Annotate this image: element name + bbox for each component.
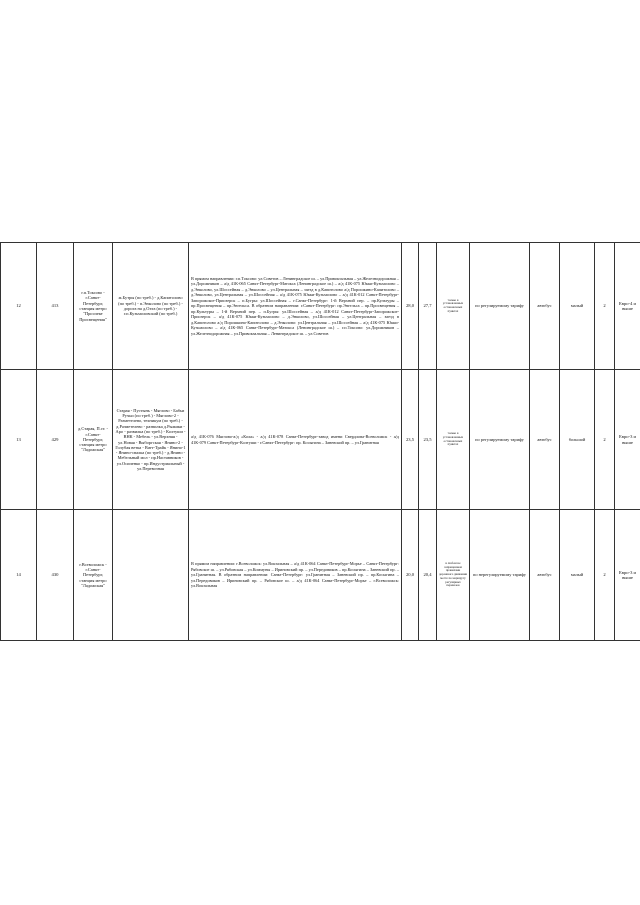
table-row [1,510,640,641]
route-length-forward: 20,0 [402,510,419,641]
route-length-forward: 28,0 [402,243,419,370]
route-number: 413 [37,243,74,370]
vehicle-type: автобус [530,370,560,510]
route-length-backward: 20,4 [419,510,437,641]
route-length-forward: 23,5 [402,370,419,510]
route-path: В прямом направлении: г.п.Токсово: ул.Советов – Ленинградское ш. – ул.Привокзальная – ул.Железнодорожная – ул.Дорожников – а/д 41К-065 Санкт-Петербург-Матокса (Ленинградское ш.) – а/д 41К-075 Юкки-Кузьмолово – д.Энколово, ул.Шоссейная – д.Энколово – ул.Центральная – заезд в д.Капитолово а/д Порошкино-Капитолово – д.Энколово, ул.Центральная – ул.Шоссейная – а/д 41К-075 Юкки-Кузьмолово – а/д 41К-012 Санкт-Петербург-Запорожское-Приозерск – п.Бугры: ул.Шоссейная – г.Санкт-Петербург: 1-й Верхний пер. – пр.Культуры – пр.Просвещения – пр.Энгельса. В обратном направлении: г.Санкт-Петербург: пр.Энгельса – пр.Просвещения – пр.Культуры – 1-й Верхний пер. – п.Бугры: ул.Шоссейная – а/д 41К-012 Санкт-Петербург-Запорожское-Приозерск – а/д 41К-075 Юкки-Кузьмолово – д.Энколово, ул.Шоссейная – ул.Центральная – заезд в д.Капитолово а/д Порошкино-Капитолово – д.Энколово: ул.Центральная – ул.Шоссейная – а/д 41К-075 Юкки-Кузьмолово – а/д 41К-065 Санкт-Петербург-Матокса (Ленинградское ш.) – г.п.Токсово: ул.Дорожников – ул.Железнодорожная – ул.Привокзальная – Ленинградское ш. – ул.Советов [189,243,402,370]
row-number: 14 [1,510,37,641]
tariff-type: по регулируемому тарифу [470,370,530,510]
vehicle-class: малый [560,243,595,370]
eco-class: Евро-3 и выше [615,370,640,510]
tariff-type: по регулируемому тарифу [470,243,530,370]
route-number: 430 [37,510,74,641]
vehicle-type: автобус [530,243,560,370]
boarding-order: только в установленных остановочных пунктах [437,370,470,510]
route-length-backward: 27,7 [419,243,437,370]
table-row [1,243,640,370]
vehicle-count: 2 [595,370,615,510]
intermediate-stops: ж.Бутры (по треб.) - д.Капитолово (по треб.) - п.Энколово (по треб.) - дорога на д.Охта (по треб.) - г.п.Кузьмоловский (по треб.) [113,243,189,370]
eco-class: Евро-4 и выше [615,243,640,370]
intermediate-stops: Старая - Пустынь - Мяглово - Бабьи Ручьи (по треб.) - Мяглово-2 - Разметелево, техникум (по треб.) - д.Разметелево - развилка д.Рыжики - Аро - развилка (по треб.) - Колтуши - ВНК - Мебель - ул.Верхняя - ул.Новая - Выборгская - Янино-2 - Голубая ветка - Ватт-Трайк - Янино-1 - Янино-свалка (по треб.) - д.Янино - Мебельный мол - пр.Наставников - ул.Осипенко - пр.Индустриальный - ул.Перевозная [113,370,189,510]
row-number: 13 [1,370,37,510]
vehicle-class: малый [560,510,595,641]
intermediate-stops [113,510,189,641]
route-start-end: г.п.Токсово - г.Санкт-Петербург, станция метро "Проспект Просвещения" [74,243,113,370]
boarding-order: в любом не запрещенном правилами дорожного движения месте по маршруту регулярных перевозок [437,510,470,641]
route-path: а/д 41К-076 Мяглово-а/д «Кола» - а/д 41К-078 Санкт-Петербург-завод имени Свердлова-Всеволожск - а/д 41К-079 Санкт-Петербург-Колтуши - г.Санкт-Петербург: пр. Косыгина – Заневский пр. – ул.Гранитная [189,370,402,510]
route-number: 429 [37,370,74,510]
route-start-end: г.Всеволожск - г.Санкт-Петербург, станция метро "Ладожская" [74,510,113,641]
routes-table [0,242,640,641]
route-start-end: д.Старая, П.ст. - г.Санкт-Петербург, станция метро "Ладожская" [74,370,113,510]
route-path: В прямом направлении: г.Всеволожск: ул.Вокзальная – а/д 41К-064 Санкт-Петербург-Морье – Санкт-Петербург: Рябовское ш. – ул.Рябовская – ул.Коммуны – Ириновский пр. – ул.Передовиков – пр.Косыгина – Заневский пр. – ул.Гранитная. В обратном направлении: Санкт-Петербург: ул.Гранитная – Заневский пр. – пр.Косыгина – ул.Передовиков – Ириновский пр. – Рябовское ш. – а/д 41К-064 Санкт-Петербург-Морье – г.Всеволожск: ул.Вокзальная [189,510,402,641]
vehicle-count: 2 [595,243,615,370]
vehicle-type: автобус [530,510,560,641]
eco-class: Евро-3 и выше [615,510,640,641]
vehicle-count: 2 [595,510,615,641]
route-length-backward: 23,5 [419,370,437,510]
tariff-type: по нерегулируемому тарифу [470,510,530,641]
table-row [1,370,640,510]
row-number: 12 [1,243,37,370]
vehicle-class: большой [560,370,595,510]
boarding-order: только в установленных остановочных пунктах [437,243,470,370]
